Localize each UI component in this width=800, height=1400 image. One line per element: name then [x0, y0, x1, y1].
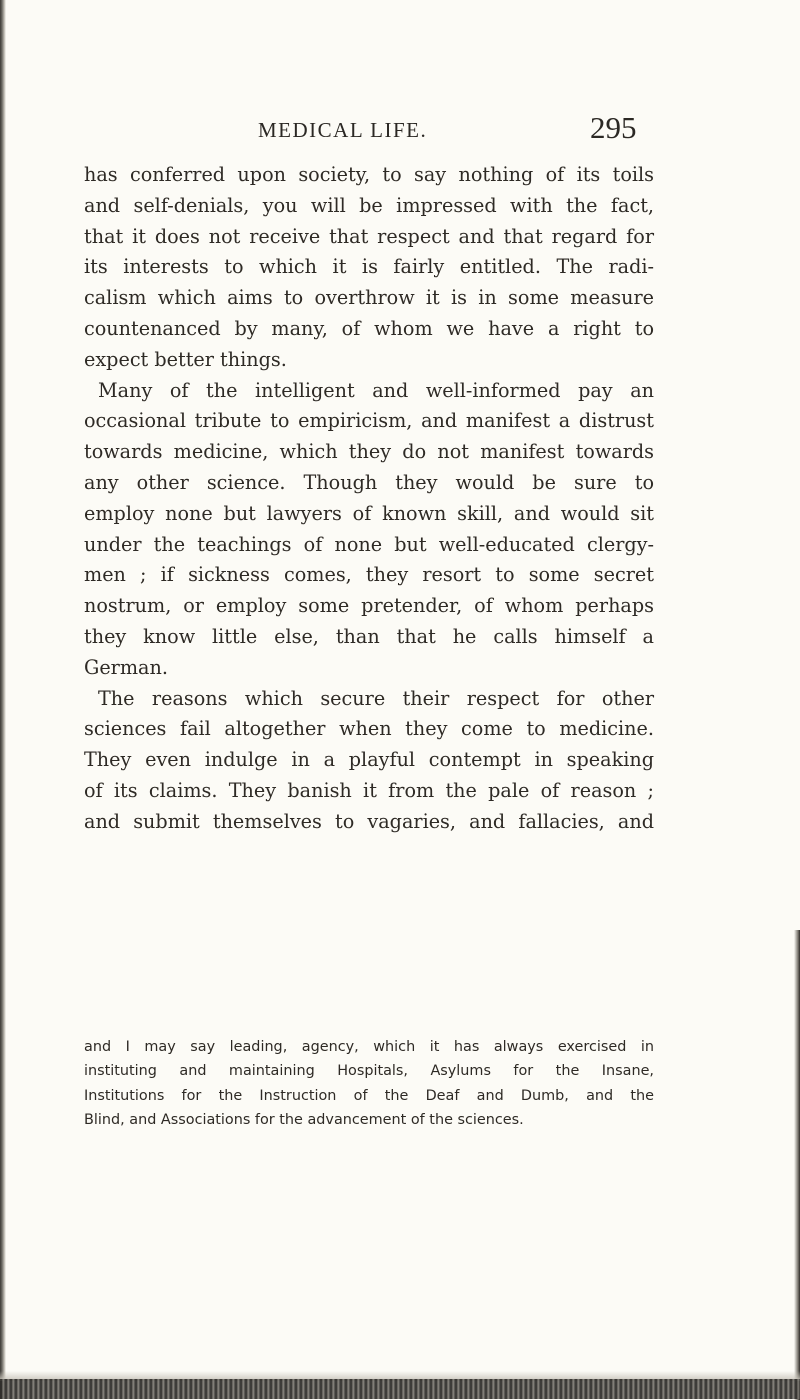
text-line: They even indulge in a playful contempt in speaking [84, 748, 654, 772]
text-line: men ; if sickness comes, they resort to some secret [84, 563, 654, 587]
page-right-edge [794, 930, 800, 1400]
text-line: any other science. Though they would be sure to [84, 470, 654, 494]
text-line: and self-denials, you will be impressed with the fact, [84, 193, 654, 217]
text-line: and submit themselves to vagaries, and fallacies, and [84, 809, 654, 833]
text-line: under the teachings of none but well-educated clergy- [84, 532, 654, 556]
text-line: expect better things. [84, 347, 287, 371]
main-text [84, 160, 654, 838]
running-head: MEDICAL LIFE. [258, 118, 428, 142]
text-line: its interests to which it is fairly entitled. The radi- [84, 255, 654, 279]
text-line: sciences fail altogether when they come to medicine. [84, 717, 654, 741]
text-line: has conferred upon society, to say nothing of its toils [84, 163, 654, 186]
text-line: calism which aims to overthrow it is in some measure [84, 286, 654, 310]
footnote-line: instituting and maintaining Hospitals, Asylums for the Insane, [84, 1063, 654, 1080]
text-line: of its claims. They banish it from the pale of reason ; [84, 778, 654, 802]
text-line: towards medicine, which they do not manifest towards [84, 440, 654, 464]
text-line: German. [84, 655, 168, 679]
footnote [84, 1035, 654, 1132]
text-line: employ none but lawyers of known skill, and would sit [84, 501, 654, 525]
footnote-line: and I may say leading, agency, which it has always exercised in [84, 1039, 654, 1055]
text-line: The reasons which secure their respect for other [98, 686, 654, 710]
page-left-edge [0, 0, 6, 1399]
text-line: that it does not receive that respect and that regard for [84, 224, 654, 248]
text-line: occasional tribute to empiricism, and manifest a distrust [84, 409, 654, 433]
text-line: countenanced by many, of whom we have a right to [84, 316, 654, 340]
footnote-line: Blind, and Associations for the advancement of the sciences. [84, 1111, 524, 1128]
page-bottom-edge [0, 1379, 800, 1399]
text-line: nostrum, or employ some pretender, of whom perhaps [84, 594, 654, 618]
page-number: 295 [590, 110, 637, 145]
text-line: Many of the intelligent and well-informed pay an [98, 378, 654, 402]
text-line: they know little else, than that he calls himself a [84, 624, 654, 648]
footnote-line: Institutions for the Instruction of the Deaf and Dumb, and the [84, 1087, 654, 1104]
